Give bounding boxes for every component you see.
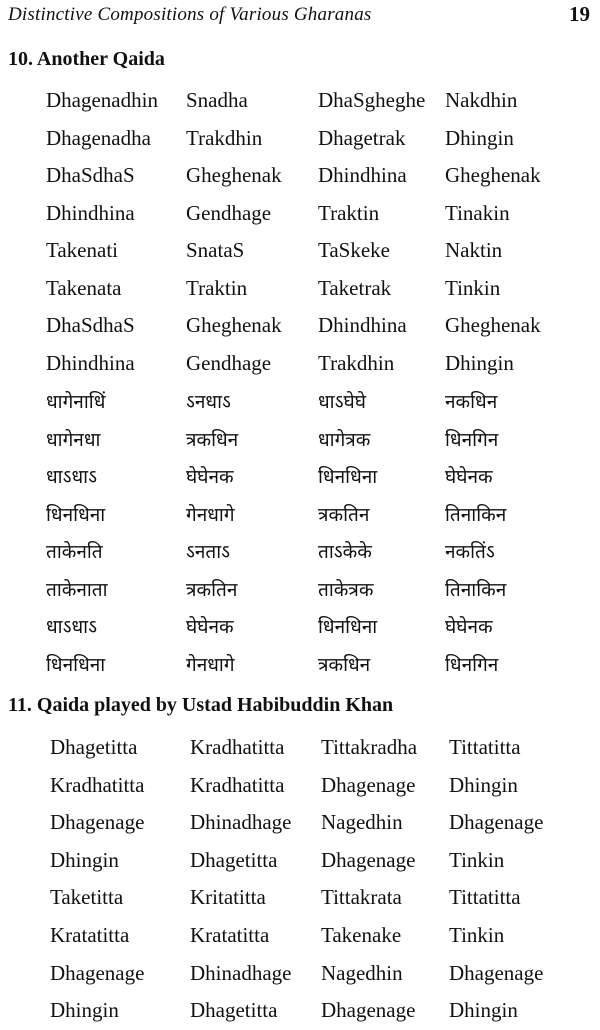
bol-cell: धागेनाधिं <box>46 391 106 413</box>
bol-cell: Dhagenage <box>449 810 544 835</box>
bol-cell: Tinkin <box>449 923 505 947</box>
bol-cell: तिनाकिन <box>445 578 507 601</box>
bol-cell: Taketrak <box>318 275 392 300</box>
bol-cell: Kradhatitta <box>190 772 285 797</box>
bol-cell: Dhingin <box>445 350 514 375</box>
bol-cell: Trakdhin <box>186 125 263 150</box>
bol-cell: धिनधिना <box>318 616 378 638</box>
bol-cell: Tittatitta <box>449 735 521 759</box>
bol-cell: तिनाकिन <box>445 503 507 526</box>
bol-cell: Dhagenadha <box>46 125 151 150</box>
bol-cell: ताकेनति <box>46 541 103 563</box>
bol-cell: Dhingin <box>449 998 518 1023</box>
composition-row <box>0 576 600 606</box>
bol-cell: Naktin <box>445 238 503 262</box>
bol-cell: ऽनताऽ <box>186 541 231 563</box>
bol-cell: Dhagenadhin <box>46 88 158 112</box>
bol-cell: Dhingin <box>50 847 119 872</box>
composition-row <box>0 501 600 531</box>
bol-cell: Traktin <box>186 275 248 300</box>
bol-cell: धिनधिना <box>46 503 106 526</box>
bol-cell: ताकेनाता <box>46 578 108 601</box>
bol-cell: Nakdhin <box>445 88 518 112</box>
running-header-title: Distinctive Compositions of Various Gharanas <box>8 4 372 25</box>
composition-row <box>0 613 600 643</box>
bol-cell: नकधिन <box>445 391 498 413</box>
composition-row <box>0 810 600 840</box>
bol-cell: Dhindhina <box>46 200 135 225</box>
bol-cell: Tinkin <box>449 847 505 872</box>
bol-cell: त्रकतिन <box>318 503 370 526</box>
bol-cell: SnataS <box>186 238 245 262</box>
bol-cell: धागेत्रक <box>318 428 371 451</box>
bol-cell: गेनधागे <box>186 503 235 526</box>
bol-cell: Kradhatitta <box>50 772 145 797</box>
bol-cell: Dhingin <box>449 772 518 797</box>
composition-row <box>0 885 600 915</box>
bol-cell: धाऽधाऽ <box>46 466 97 488</box>
bol-cell: Dhagetitta <box>190 998 278 1023</box>
bol-cell: Tittakrata <box>321 885 402 910</box>
bol-cell: ताऽकेके <box>318 541 372 563</box>
bol-cell: त्रकतिन <box>186 578 238 601</box>
bol-cell: Taketitta <box>50 885 124 910</box>
bol-cell: गेनधागे <box>186 653 235 676</box>
composition-row <box>0 351 600 381</box>
bol-cell: Kratatitta <box>50 923 130 947</box>
composition-row <box>0 201 600 231</box>
composition-row <box>0 998 600 1028</box>
bol-cell: Dhagetitta <box>50 735 138 759</box>
bol-cell: घेघेनक <box>186 616 234 638</box>
bol-cell: Dhagenage <box>321 998 416 1023</box>
bol-cell: त्रकधिन <box>186 428 239 451</box>
bol-cell: ऽनधाऽ <box>186 391 231 413</box>
composition-row <box>0 388 600 418</box>
bol-cell: ताकेत्रक <box>318 578 374 601</box>
bol-cell: Takenati <box>46 238 118 262</box>
bol-cell: Gheghenak <box>445 313 541 337</box>
bol-cell: Nagedhin <box>321 810 403 835</box>
bol-cell: Gheghenak <box>445 163 541 187</box>
bol-cell: धागेनधा <box>46 428 101 451</box>
composition-row <box>0 238 600 268</box>
bol-cell: Tinkin <box>445 275 501 300</box>
bol-cell: Gheghenak <box>186 163 282 187</box>
composition-row <box>0 773 600 803</box>
page-number: 19 <box>569 2 590 26</box>
bol-cell: धिनधिना <box>318 466 378 488</box>
bol-cell: Traktin <box>318 200 380 225</box>
bol-cell: Trakdhin <box>318 350 395 375</box>
section-heading-another-qaida: 10. Another Qaida <box>8 48 165 70</box>
bol-cell: Dhindhina <box>46 350 135 375</box>
bol-cell: Dhagetrak <box>318 125 406 150</box>
bol-cell: Tittakradha <box>321 735 418 759</box>
section-heading-habibuddin-qaida: 11. Qaida played by Ustad Habibuddin Khan <box>8 694 394 716</box>
bol-cell: Dhindhina <box>318 313 407 337</box>
composition-row <box>0 923 600 953</box>
bol-cell: Dhinadhage <box>190 810 292 835</box>
bol-cell: धाऽघेघे <box>318 391 366 413</box>
bol-cell: Dhagenage <box>321 847 416 872</box>
bol-cell: धिनगिन <box>445 428 499 451</box>
bol-cell: Dhagetitta <box>190 847 278 872</box>
bol-cell: Dhagenage <box>321 772 416 797</box>
bol-cell: Kratatitta <box>190 923 270 947</box>
composition-row <box>0 163 600 193</box>
composition-row <box>0 276 600 306</box>
bol-cell: धिनगिन <box>445 653 499 676</box>
bol-cell: Gheghenak <box>186 313 282 337</box>
bol-cell: TaSkeke <box>318 238 391 262</box>
bol-cell: त्रकधिन <box>318 653 371 676</box>
composition-row <box>0 463 600 493</box>
bol-cell: Takenata <box>46 275 122 300</box>
bol-cell: Takenake <box>321 923 402 947</box>
bol-cell: घेघेनक <box>186 466 234 488</box>
composition-row <box>0 538 600 568</box>
bol-cell: Kradhatitta <box>190 735 285 759</box>
bol-cell: Tinakin <box>445 200 510 225</box>
bol-cell: DhaSdhaS <box>46 313 135 337</box>
composition-row <box>0 88 600 118</box>
bol-cell: Kritatitta <box>190 885 266 910</box>
bol-cell: धिनधिना <box>46 653 106 676</box>
bol-cell: Dhagenage <box>449 960 544 985</box>
composition-row <box>0 313 600 343</box>
bol-cell: Dhagenage <box>50 810 145 835</box>
bol-cell: Dhindhina <box>318 163 407 187</box>
bol-cell: Dhingin <box>445 125 514 150</box>
composition-row <box>0 651 600 681</box>
bol-cell: Dhingin <box>50 998 119 1023</box>
bol-cell: DhaSdhaS <box>46 163 135 187</box>
bol-cell: Snadha <box>186 88 248 112</box>
bol-cell: Dhagenage <box>50 960 145 985</box>
bol-cell: Gendhage <box>186 200 272 225</box>
composition-row <box>0 848 600 878</box>
bol-cell: Tittatitta <box>449 885 521 910</box>
composition-row <box>0 961 600 991</box>
bol-cell: घेघेनक <box>445 466 493 488</box>
bol-cell: Gendhage <box>186 350 272 375</box>
composition-row <box>0 426 600 456</box>
composition-row <box>0 126 600 156</box>
bol-cell: DhaSgheghe <box>318 88 426 112</box>
composition-row <box>0 735 600 765</box>
bol-cell: Dhinadhage <box>190 960 292 985</box>
bol-cell: घेघेनक <box>445 616 493 638</box>
bol-cell: Nagedhin <box>321 960 403 985</box>
bol-cell: नकतिंऽ <box>445 541 495 563</box>
bol-cell: धाऽधाऽ <box>46 616 97 638</box>
